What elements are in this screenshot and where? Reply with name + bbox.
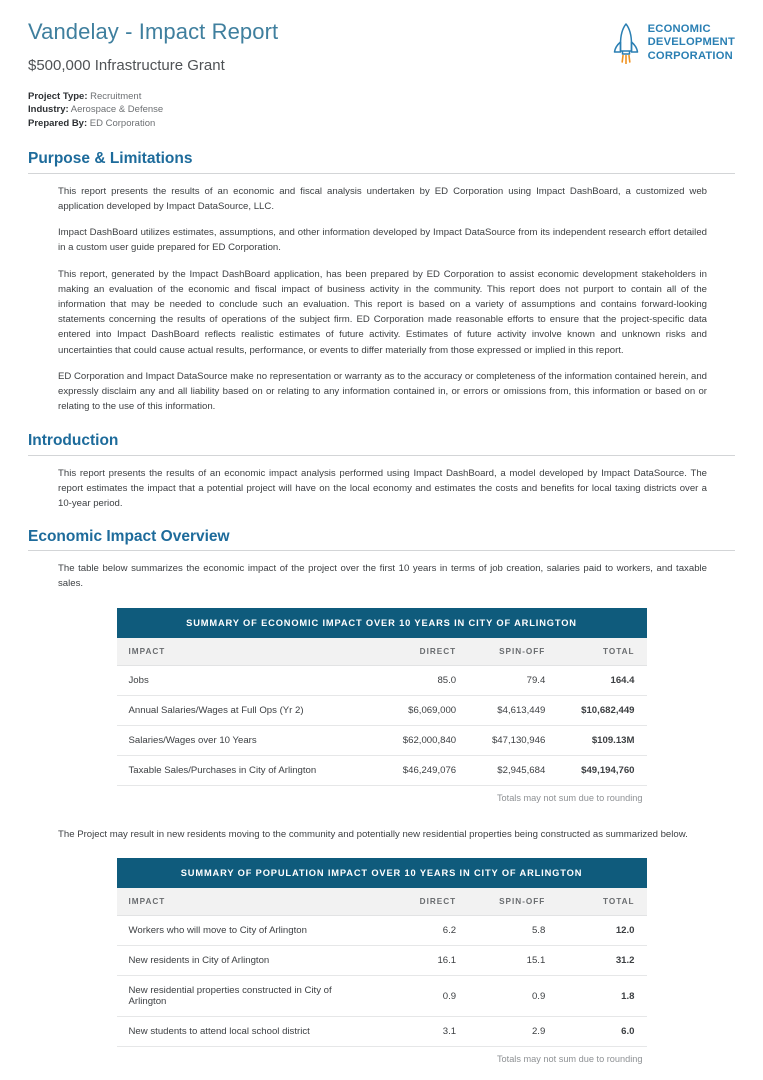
row-spinoff: $4,613,449 bbox=[468, 695, 557, 725]
economic-impact-table bbox=[117, 608, 647, 786]
column-header-spinoff: SPIN-OFF bbox=[468, 888, 557, 916]
meta-industry bbox=[28, 103, 611, 117]
meta-prepared-by bbox=[28, 117, 611, 131]
economic-impact-table-body bbox=[117, 665, 647, 785]
purpose-paragraph-2: Impact DashBoard utilizes estimates, assumptions, and other information developed by Impact DataSource from its independent research effort detailed in a custom user guide prepared for ED Corporation. bbox=[58, 227, 707, 254]
heading-divider bbox=[28, 173, 735, 174]
row-direct: 0.9 bbox=[379, 976, 468, 1017]
logo-line-corporation: CORPORATION bbox=[647, 49, 733, 62]
row-total: 31.2 bbox=[557, 946, 646, 976]
heading-divider bbox=[28, 455, 735, 456]
table-row bbox=[117, 755, 647, 785]
row-total: $49,194,760 bbox=[557, 755, 646, 785]
table-row bbox=[117, 1017, 647, 1047]
table-row bbox=[117, 916, 647, 946]
purpose-paragraph-3: This report, generated by the Impact DashBoard application, has been prepared by ED Corporation to assist economic development stakeholders in making an evaluation of the economic and fiscal impact of business activity in the community. This report does not purport to contain all of the information that may be needed to conclude such an evaluation. This report is based on a variety of assumptions and contains forward-looking statements concerning the results of operations of the subject firm. ED Corporation made reasonable efforts to ensure that the project-specific data entered into Impact DashBoard reflects realistic estimates of future activity. Estimates of future activity involve known and unknown risks and uncertainties that could cause actual results, performance, or events to differ materially from those expressed or implied in this report. bbox=[58, 268, 707, 356]
meta-project-type-label: Project Type: bbox=[28, 90, 88, 102]
row-spinoff: 15.1 bbox=[468, 946, 557, 976]
heading-introduction: Introduction bbox=[28, 432, 119, 450]
overview-mid-paragraph: The Project may result in new residents moving to the community and potentially new residential properties being constructed as summarized below. bbox=[58, 828, 688, 840]
overview-intro-paragraph: The table below summarizes the economic impact of the project over the first 10 years in terms of job creation, salaries paid to workers, and taxable sales. bbox=[58, 563, 707, 590]
row-label: Workers who will move to City of Arlington bbox=[117, 916, 379, 946]
row-label: New students to attend local school district bbox=[117, 1017, 379, 1047]
row-spinoff: $47,130,946 bbox=[468, 725, 557, 755]
column-header-direct: DIRECT bbox=[379, 638, 468, 666]
row-spinoff: $2,945,684 bbox=[468, 755, 557, 785]
population-impact-table-body bbox=[117, 916, 647, 1047]
row-total: 164.4 bbox=[557, 665, 646, 695]
economic-impact-table-wrapper bbox=[117, 608, 647, 803]
column-header-total: TOTAL bbox=[557, 638, 646, 666]
section-economic-impact-overview bbox=[28, 528, 735, 1065]
row-direct: $6,069,000 bbox=[379, 695, 468, 725]
row-label: New residential properties constructed in City of Arlington bbox=[117, 976, 379, 1017]
purpose-paragraph-1: This report presents the results of an economic and fiscal analysis undertaken by ED Corporation using Impact DashBoard, a customized web application developed by Impact DataSource, LLC. bbox=[58, 185, 707, 212]
row-total: 12.0 bbox=[557, 916, 646, 946]
economic-impact-table-note: Totals may not sum due to rounding bbox=[496, 792, 643, 803]
row-direct: 6.2 bbox=[379, 916, 468, 946]
page-title: Vandelay - Impact Report bbox=[28, 19, 279, 44]
population-impact-table-note: Totals may not sum due to rounding bbox=[496, 1054, 643, 1065]
row-label: Annual Salaries/Wages at Full Ops (Yr 2) bbox=[117, 695, 379, 725]
row-total: 1.8 bbox=[557, 976, 646, 1017]
row-spinoff: 5.8 bbox=[468, 916, 557, 946]
population-impact-table-caption: SUMMARY OF POPULATION IMPACT OVER 10 YEARS IN CITY OF ARLINGTON bbox=[117, 858, 647, 888]
organization-logo bbox=[611, 18, 735, 64]
population-impact-table-wrapper bbox=[117, 858, 647, 1064]
row-label: Jobs bbox=[117, 665, 379, 695]
row-direct: $46,249,076 bbox=[379, 755, 468, 785]
row-total: $10,682,449 bbox=[557, 695, 646, 725]
row-label: New residents in City of Arlington bbox=[117, 946, 379, 976]
logo-line-development: DEVELOPMENT bbox=[647, 36, 735, 49]
table-row bbox=[117, 695, 647, 725]
header-text-block bbox=[28, 18, 611, 130]
economic-impact-table-caption: SUMMARY OF ECONOMIC IMPACT OVER 10 YEARS IN CITY OF ARLINGTON bbox=[117, 608, 647, 638]
section-purpose-limitations bbox=[28, 150, 735, 414]
population-impact-table-head bbox=[117, 888, 647, 916]
row-spinoff: 79.4 bbox=[468, 665, 557, 695]
row-spinoff: 0.9 bbox=[468, 976, 557, 1017]
column-header-total: TOTAL bbox=[557, 888, 646, 916]
heading-economic-impact-overview: Economic Impact Overview bbox=[28, 527, 230, 545]
meta-industry-label: Industry: bbox=[28, 104, 69, 116]
column-header-impact: IMPACT bbox=[117, 638, 379, 666]
row-total: 6.0 bbox=[557, 1017, 646, 1047]
rocket-icon bbox=[611, 22, 641, 64]
logo-line-economic: ECONOMIC bbox=[647, 22, 711, 35]
meta-project-type bbox=[28, 90, 611, 104]
document-header bbox=[28, 18, 735, 130]
economic-impact-table-head bbox=[117, 638, 647, 666]
table-header-row bbox=[117, 888, 647, 916]
row-label: Taxable Sales/Purchases in City of Arlington bbox=[117, 755, 379, 785]
table-header-row bbox=[117, 638, 647, 666]
table-row bbox=[117, 665, 647, 695]
table-row bbox=[117, 976, 647, 1017]
heading-divider bbox=[28, 550, 735, 551]
population-impact-table bbox=[117, 858, 647, 1047]
purpose-paragraph-4: ED Corporation and Impact DataSource make no representation or warranty as to the accuracy or completeness of the information contained herein, and expressly disclaim any and all liability based on or relating to any information contained in, or errors or omissions from, this information or based on or relating to the use of this information. bbox=[58, 370, 707, 413]
column-header-impact: IMPACT bbox=[117, 888, 379, 916]
logo-wordmark bbox=[648, 23, 735, 63]
column-header-direct: DIRECT bbox=[379, 888, 468, 916]
table-row bbox=[117, 946, 647, 976]
row-spinoff: 2.9 bbox=[468, 1017, 557, 1047]
meta-prepared-by-label: Prepared By: bbox=[28, 117, 88, 129]
column-header-spinoff: SPIN-OFF bbox=[468, 638, 557, 666]
meta-prepared-by-value: ED Corporation bbox=[89, 117, 156, 129]
heading-purpose-limitations: Purpose & Limitations bbox=[28, 150, 193, 168]
row-direct: 3.1 bbox=[379, 1017, 468, 1047]
page-subtitle: $500,000 Infrastructure Grant bbox=[28, 57, 225, 75]
meta-industry-value: Aerospace & Defense bbox=[70, 104, 164, 116]
row-direct: $62,000,840 bbox=[379, 725, 468, 755]
section-introduction bbox=[28, 432, 735, 511]
meta-project-type-value: Recruitment bbox=[90, 90, 142, 102]
introduction-paragraph-1: This report presents the results of an economic impact analysis performed using Impact DashBoard, a model developed by Impact DataSource. The report estimates the impact that a potential project will have on the local economy and estimates the costs and benefits for local taxing districts over a 10-year period. bbox=[58, 468, 707, 510]
table-row bbox=[117, 725, 647, 755]
row-direct: 85.0 bbox=[379, 665, 468, 695]
row-direct: 16.1 bbox=[379, 946, 468, 976]
row-label: Salaries/Wages over 10 Years bbox=[117, 725, 379, 755]
row-total: $109.13M bbox=[557, 725, 646, 755]
